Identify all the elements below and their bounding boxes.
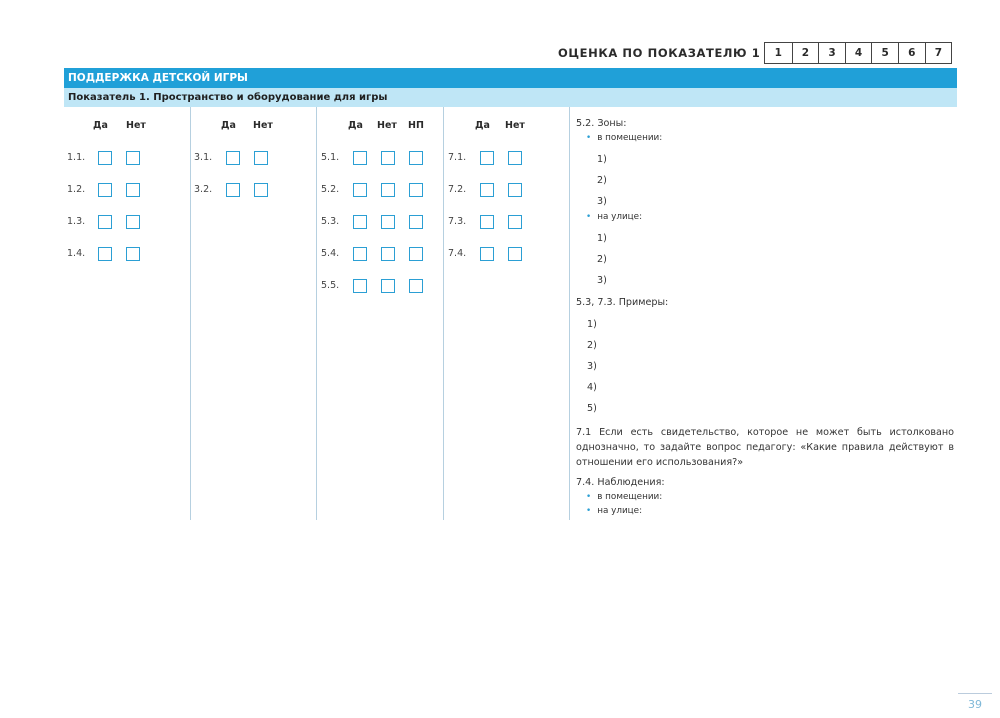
bullet-outdoor [586, 212, 642, 222]
row-label: 3.1. [194, 152, 213, 163]
checkbox-no[interactable] [508, 247, 522, 261]
example-1: 1) [587, 319, 597, 330]
note-7-1: 7.1 Если есть свидетельство, которое не может быть истолковано однозначно, то задайте вопрос педагогу: «Какие правила действуют в отношении его использования?» [576, 427, 954, 468]
row-label: 1.4. [67, 248, 86, 259]
checkbox-yes[interactable] [353, 183, 367, 197]
example-3: 3) [587, 361, 597, 372]
checkbox-yes[interactable] [480, 151, 494, 165]
header-no: Нет [377, 120, 397, 131]
obs-indoor-label: в помещении: [597, 492, 663, 502]
row-label: 7.4. [448, 248, 467, 259]
zones-title: 5.2. Зоны: [576, 118, 627, 129]
examples-title: 5.3, 7.3. Примеры: [576, 297, 669, 308]
example-4: 4) [587, 382, 597, 393]
checkbox-na[interactable] [409, 279, 423, 293]
score-cell-6[interactable]: 6 [898, 43, 925, 63]
checkbox-yes[interactable] [98, 151, 112, 165]
example-5: 5) [587, 403, 597, 414]
outdoor-label: на улице: [597, 212, 643, 222]
checkbox-no[interactable] [508, 215, 522, 229]
checkbox-no[interactable] [381, 183, 395, 197]
bullet-icon: • [586, 492, 592, 502]
score-label: ОЦЕНКА ПО ПОКАЗАТЕЛЮ 1 [558, 46, 761, 60]
checkbox-yes[interactable] [480, 247, 494, 261]
checkbox-no[interactable] [381, 151, 395, 165]
score-table [764, 42, 952, 64]
checkbox-no[interactable] [508, 151, 522, 165]
checkbox-no[interactable] [381, 247, 395, 261]
row-label: 5.5. [321, 280, 340, 291]
score-cell-7[interactable]: 7 [925, 43, 952, 63]
checkbox-no[interactable] [381, 279, 395, 293]
score-cell-1[interactable]: 1 [774, 47, 782, 59]
column-divider [190, 107, 191, 520]
checkbox-yes[interactable] [353, 279, 367, 293]
zones-outdoor-1: 1) [597, 233, 607, 244]
column-divider [569, 107, 570, 520]
row-label: 1.2. [67, 184, 86, 195]
checkbox-yes[interactable] [353, 247, 367, 261]
checkbox-no[interactable] [254, 183, 268, 197]
header-no: Нет [505, 120, 525, 131]
checkbox-na[interactable] [409, 215, 423, 229]
column-divider [316, 107, 317, 520]
page-number: 39 [968, 698, 982, 711]
row-label: 5.4. [321, 248, 340, 259]
checkbox-yes[interactable] [480, 183, 494, 197]
header-yes: Да [475, 120, 490, 131]
checkbox-yes[interactable] [98, 183, 112, 197]
indoor-label: в помещении: [597, 133, 663, 143]
header-yes: Да [93, 120, 108, 131]
header-na: НП [408, 120, 424, 131]
zones-outdoor-3: 3) [597, 275, 607, 286]
checkbox-no[interactable] [254, 151, 268, 165]
checkbox-no[interactable] [126, 247, 140, 261]
checkbox-na[interactable] [409, 151, 423, 165]
checkbox-no[interactable] [508, 183, 522, 197]
checkbox-yes[interactable] [98, 247, 112, 261]
header-yes: Да [348, 120, 363, 131]
page-number-rule [958, 693, 992, 694]
checkbox-yes[interactable] [226, 183, 240, 197]
bullet-icon: • [586, 133, 592, 143]
header-yes: Да [221, 120, 236, 131]
obs-bullet-outdoor [586, 506, 642, 516]
row-label: 5.2. [321, 184, 340, 195]
checkbox-no[interactable] [126, 215, 140, 229]
score-cell-3[interactable]: 3 [818, 43, 845, 63]
score-cell-4[interactable]: 4 [845, 43, 872, 63]
row-label: 7.2. [448, 184, 467, 195]
zones-indoor-3: 3) [597, 196, 607, 207]
row-label: 7.3. [448, 216, 467, 227]
example-2: 2) [587, 340, 597, 351]
obs-outdoor-label: на улице: [597, 506, 643, 516]
checkbox-yes[interactable] [226, 151, 240, 165]
row-label: 7.1. [448, 152, 467, 163]
header-no: Нет [253, 120, 273, 131]
zones-outdoor-2: 2) [597, 254, 607, 265]
bullet-icon: • [586, 506, 592, 516]
bullet-indoor [586, 133, 662, 143]
row-label: 1.3. [67, 216, 86, 227]
bullet-icon: • [586, 212, 592, 222]
checkbox-na[interactable] [409, 247, 423, 261]
checkbox-na[interactable] [409, 183, 423, 197]
row-label: 3.2. [194, 184, 213, 195]
obs-bullet-indoor [586, 492, 662, 502]
row-label: 5.1. [321, 152, 340, 163]
column-divider [443, 107, 444, 520]
score-cell-5[interactable]: 5 [871, 43, 898, 63]
observations-title: 7.4. Наблюдения: [576, 477, 665, 488]
row-label: 1.1. [67, 152, 86, 163]
row-label: 5.3. [321, 216, 340, 227]
section-subtitle: Показатель 1. Пространство и оборудование для игры [64, 88, 957, 107]
checkbox-yes[interactable] [353, 151, 367, 165]
checkbox-yes[interactable] [480, 215, 494, 229]
checkbox-no[interactable] [381, 215, 395, 229]
header-no: Нет [126, 120, 146, 131]
zones-indoor-2: 2) [597, 175, 607, 186]
section-title: ПОДДЕРЖКА ДЕТСКОЙ ИГРЫ [64, 68, 957, 88]
score-cell-2[interactable]: 2 [792, 43, 819, 63]
checkbox-no[interactable] [126, 151, 140, 165]
checkbox-no[interactable] [126, 183, 140, 197]
checkbox-yes[interactable] [98, 215, 112, 229]
zones-indoor-1: 1) [597, 154, 607, 165]
checkbox-yes[interactable] [353, 215, 367, 229]
